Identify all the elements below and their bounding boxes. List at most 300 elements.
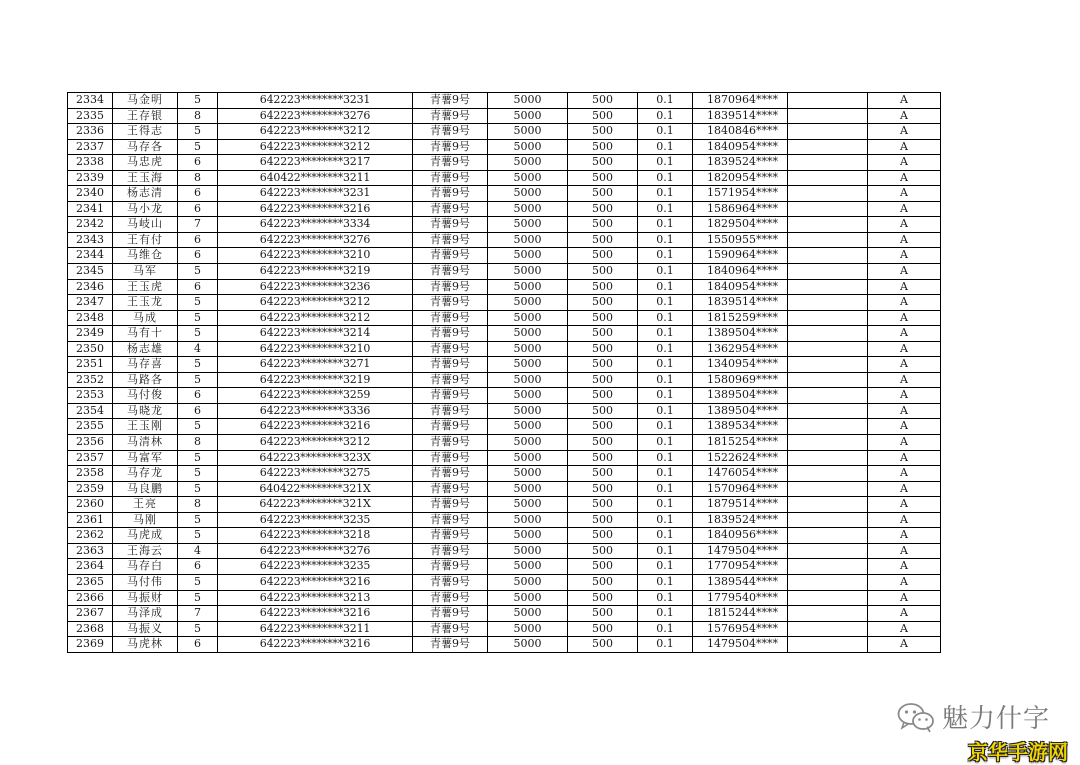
id-number-cell: 642223********3210 [218, 248, 413, 264]
blank-cell [788, 372, 868, 388]
quantity-cell: 5000 [488, 248, 568, 264]
name-cell: 马有十 [113, 326, 178, 342]
rate-cell: 0.1 [638, 512, 693, 528]
rate-cell: 0.1 [638, 186, 693, 202]
grade-cell: A [868, 637, 941, 653]
variety-cell: 青薯9号 [413, 419, 488, 435]
quantity-cell: 5000 [488, 186, 568, 202]
amount-cell: 500 [568, 186, 638, 202]
name-cell: 马岐山 [113, 217, 178, 233]
table-row [68, 450, 941, 466]
grade-cell: A [868, 326, 941, 342]
serial-cell: 2369 [68, 637, 113, 653]
rate-cell: 0.1 [638, 590, 693, 606]
quantity-cell: 5000 [488, 528, 568, 544]
amount-cell: 500 [568, 481, 638, 497]
grade-cell: A [868, 559, 941, 575]
serial-cell: 2359 [68, 481, 113, 497]
serial-cell: 2347 [68, 295, 113, 311]
id-number-cell: 642223********3213 [218, 590, 413, 606]
grade-cell: A [868, 543, 941, 559]
household-size-cell: 8 [178, 170, 218, 186]
blank-cell [788, 279, 868, 295]
variety-cell: 青薯9号 [413, 637, 488, 653]
grade-cell: A [868, 419, 941, 435]
id-number-cell: 642223********3216 [218, 574, 413, 590]
phone-cell: 1479504**** [693, 543, 788, 559]
household-size-cell: 6 [178, 637, 218, 653]
rate-cell: 0.1 [638, 232, 693, 248]
table-row [68, 186, 941, 202]
name-cell: 马忠虎 [113, 155, 178, 171]
rate-cell: 0.1 [638, 450, 693, 466]
quantity-cell: 5000 [488, 574, 568, 590]
amount-cell: 500 [568, 341, 638, 357]
quantity-cell: 5000 [488, 559, 568, 575]
amount-cell: 500 [568, 450, 638, 466]
blank-cell [788, 310, 868, 326]
variety-cell: 青薯9号 [413, 139, 488, 155]
phone-cell: 1839524**** [693, 155, 788, 171]
name-cell: 马清林 [113, 435, 178, 451]
serial-cell: 2346 [68, 279, 113, 295]
id-number-cell: 642223********3235 [218, 512, 413, 528]
id-number-cell: 640422********3211 [218, 170, 413, 186]
serial-cell: 2363 [68, 543, 113, 559]
grade-cell: A [868, 590, 941, 606]
serial-cell: 2354 [68, 403, 113, 419]
household-size-cell: 5 [178, 590, 218, 606]
quantity-cell: 5000 [488, 310, 568, 326]
quantity-cell: 5000 [488, 279, 568, 295]
amount-cell: 500 [568, 403, 638, 419]
grade-cell: A [868, 186, 941, 202]
blank-cell [788, 93, 868, 109]
variety-cell: 青薯9号 [413, 357, 488, 373]
quantity-cell: 5000 [488, 217, 568, 233]
table-row [68, 279, 941, 295]
grade-cell: A [868, 310, 941, 326]
table-row [68, 248, 941, 264]
variety-cell: 青薯9号 [413, 590, 488, 606]
name-cell: 杨志清 [113, 186, 178, 202]
table-row [68, 310, 941, 326]
id-number-cell: 642223********3216 [218, 419, 413, 435]
variety-cell: 青薯9号 [413, 326, 488, 342]
serial-cell: 2367 [68, 606, 113, 622]
amount-cell: 500 [568, 419, 638, 435]
grade-cell: A [868, 108, 941, 124]
variety-cell: 青薯9号 [413, 155, 488, 171]
quantity-cell: 5000 [488, 403, 568, 419]
name-cell: 马付俊 [113, 388, 178, 404]
amount-cell: 500 [568, 279, 638, 295]
blank-cell [788, 388, 868, 404]
amount-cell: 500 [568, 528, 638, 544]
blank-cell [788, 450, 868, 466]
amount-cell: 500 [568, 217, 638, 233]
table-row [68, 574, 941, 590]
variety-cell: 青薯9号 [413, 232, 488, 248]
amount-cell: 500 [568, 264, 638, 280]
table-row [68, 108, 941, 124]
variety-cell: 青薯9号 [413, 170, 488, 186]
blank-cell [788, 326, 868, 342]
variety-cell: 青薯9号 [413, 186, 488, 202]
rate-cell: 0.1 [638, 295, 693, 311]
rate-cell: 0.1 [638, 357, 693, 373]
quantity-cell: 5000 [488, 637, 568, 653]
grade-cell: A [868, 217, 941, 233]
quantity-cell: 5000 [488, 139, 568, 155]
amount-cell: 500 [568, 357, 638, 373]
name-cell: 马晓龙 [113, 403, 178, 419]
id-number-cell: 642223********3214 [218, 326, 413, 342]
id-number-cell: 642223********3271 [218, 357, 413, 373]
quantity-cell: 5000 [488, 450, 568, 466]
amount-cell: 500 [568, 637, 638, 653]
blank-cell [788, 341, 868, 357]
id-number-cell: 642223********321X [218, 497, 413, 513]
household-size-cell: 5 [178, 139, 218, 155]
variety-cell: 青薯9号 [413, 621, 488, 637]
phone-cell: 1815254**** [693, 435, 788, 451]
grade-cell: A [868, 279, 941, 295]
blank-cell [788, 264, 868, 280]
serial-cell: 2355 [68, 419, 113, 435]
blank-cell [788, 543, 868, 559]
phone-cell: 1586964**** [693, 201, 788, 217]
name-cell: 王存银 [113, 108, 178, 124]
serial-cell: 2350 [68, 341, 113, 357]
blank-cell [788, 606, 868, 622]
phone-cell: 1840846**** [693, 124, 788, 140]
phone-cell: 1389504**** [693, 388, 788, 404]
table-row [68, 419, 941, 435]
grade-cell: A [868, 403, 941, 419]
blank-cell [788, 574, 868, 590]
quantity-cell: 5000 [488, 372, 568, 388]
household-size-cell: 8 [178, 435, 218, 451]
household-size-cell: 5 [178, 357, 218, 373]
amount-cell: 500 [568, 248, 638, 264]
phone-cell: 1476054**** [693, 466, 788, 482]
amount-cell: 500 [568, 170, 638, 186]
grade-cell: A [868, 201, 941, 217]
rate-cell: 0.1 [638, 341, 693, 357]
id-number-cell: 642223********3275 [218, 466, 413, 482]
variety-cell: 青薯9号 [413, 388, 488, 404]
id-number-cell: 642223********3235 [218, 559, 413, 575]
id-number-cell: 642223********323X [218, 450, 413, 466]
serial-cell: 2360 [68, 497, 113, 513]
grade-cell: A [868, 264, 941, 280]
household-size-cell: 5 [178, 512, 218, 528]
rate-cell: 0.1 [638, 543, 693, 559]
rate-cell: 0.1 [638, 201, 693, 217]
table-row [68, 590, 941, 606]
serial-cell: 2357 [68, 450, 113, 466]
table-row [68, 388, 941, 404]
amount-cell: 500 [568, 466, 638, 482]
rate-cell: 0.1 [638, 372, 693, 388]
table-row [68, 170, 941, 186]
household-size-cell: 5 [178, 481, 218, 497]
name-cell: 王玉龙 [113, 295, 178, 311]
household-size-cell: 6 [178, 248, 218, 264]
table-row [68, 357, 941, 373]
amount-cell: 500 [568, 310, 638, 326]
household-size-cell: 7 [178, 217, 218, 233]
serial-cell: 2352 [68, 372, 113, 388]
table-row [68, 403, 941, 419]
table-row [68, 497, 941, 513]
id-number-cell: 642223********3212 [218, 124, 413, 140]
variety-cell: 青薯9号 [413, 217, 488, 233]
phone-cell: 1550955**** [693, 232, 788, 248]
rate-cell: 0.1 [638, 528, 693, 544]
grade-cell: A [868, 512, 941, 528]
id-number-cell: 642223********3219 [218, 264, 413, 280]
table-row [68, 341, 941, 357]
phone-cell: 1779540**** [693, 590, 788, 606]
name-cell: 马军 [113, 264, 178, 280]
grade-cell: A [868, 155, 941, 171]
phone-cell: 1362954**** [693, 341, 788, 357]
rate-cell: 0.1 [638, 124, 693, 140]
household-size-cell: 7 [178, 606, 218, 622]
serial-cell: 2353 [68, 388, 113, 404]
serial-cell: 2340 [68, 186, 113, 202]
id-number-cell: 642223********3276 [218, 232, 413, 248]
household-table [67, 92, 941, 653]
id-number-cell: 642223********3210 [218, 341, 413, 357]
phone-cell: 1870964**** [693, 93, 788, 109]
rate-cell: 0.1 [638, 326, 693, 342]
household-size-cell: 8 [178, 108, 218, 124]
phone-cell: 1522624**** [693, 450, 788, 466]
grade-cell: A [868, 606, 941, 622]
blank-cell [788, 155, 868, 171]
name-cell: 王海云 [113, 543, 178, 559]
phone-cell: 1815259**** [693, 310, 788, 326]
phone-cell: 1389504**** [693, 403, 788, 419]
serial-cell: 2343 [68, 232, 113, 248]
quantity-cell: 5000 [488, 341, 568, 357]
phone-cell: 1590964**** [693, 248, 788, 264]
blank-cell [788, 435, 868, 451]
household-size-cell: 4 [178, 341, 218, 357]
amount-cell: 500 [568, 621, 638, 637]
name-cell: 马振义 [113, 621, 178, 637]
table-row [68, 217, 941, 233]
serial-cell: 2362 [68, 528, 113, 544]
grade-cell: A [868, 295, 941, 311]
rate-cell: 0.1 [638, 248, 693, 264]
rate-cell: 0.1 [638, 155, 693, 171]
table-row [68, 326, 941, 342]
rate-cell: 0.1 [638, 497, 693, 513]
rate-cell: 0.1 [638, 93, 693, 109]
household-size-cell: 6 [178, 388, 218, 404]
id-number-cell: 642223********3212 [218, 310, 413, 326]
quantity-cell: 5000 [488, 264, 568, 280]
phone-cell: 1340954**** [693, 357, 788, 373]
phone-cell: 1580969**** [693, 372, 788, 388]
grade-cell: A [868, 497, 941, 513]
name-cell: 马刚 [113, 512, 178, 528]
household-size-cell: 5 [178, 310, 218, 326]
household-size-cell: 5 [178, 264, 218, 280]
household-size-cell: 5 [178, 528, 218, 544]
variety-cell: 青薯9号 [413, 264, 488, 280]
amount-cell: 500 [568, 590, 638, 606]
household-size-cell: 5 [178, 621, 218, 637]
id-number-cell: 642223********3218 [218, 528, 413, 544]
name-cell: 马金明 [113, 93, 178, 109]
blank-cell [788, 621, 868, 637]
grade-cell: A [868, 248, 941, 264]
name-cell: 王有付 [113, 232, 178, 248]
household-size-cell: 5 [178, 326, 218, 342]
id-number-cell: 642223********3276 [218, 543, 413, 559]
rate-cell: 0.1 [638, 574, 693, 590]
name-cell: 马存白 [113, 559, 178, 575]
quantity-cell: 5000 [488, 108, 568, 124]
phone-cell: 1839514**** [693, 108, 788, 124]
household-size-cell: 4 [178, 543, 218, 559]
phone-cell: 1389544**** [693, 574, 788, 590]
name-cell: 马富军 [113, 450, 178, 466]
variety-cell: 青薯9号 [413, 512, 488, 528]
quantity-cell: 5000 [488, 357, 568, 373]
quantity-cell: 5000 [488, 326, 568, 342]
variety-cell: 青薯9号 [413, 574, 488, 590]
table-row [68, 637, 941, 653]
household-size-cell: 5 [178, 93, 218, 109]
serial-cell: 2358 [68, 466, 113, 482]
variety-cell: 青薯9号 [413, 124, 488, 140]
blank-cell [788, 217, 868, 233]
blank-cell [788, 528, 868, 544]
phone-cell: 1840956**** [693, 528, 788, 544]
amount-cell: 500 [568, 201, 638, 217]
name-cell: 马振财 [113, 590, 178, 606]
household-size-cell: 6 [178, 155, 218, 171]
rate-cell: 0.1 [638, 139, 693, 155]
quantity-cell: 5000 [488, 419, 568, 435]
amount-cell: 500 [568, 124, 638, 140]
serial-cell: 2361 [68, 512, 113, 528]
serial-cell: 2338 [68, 155, 113, 171]
quantity-cell: 5000 [488, 590, 568, 606]
phone-cell: 1570964**** [693, 481, 788, 497]
grade-cell: A [868, 435, 941, 451]
table-row [68, 201, 941, 217]
serial-cell: 2341 [68, 201, 113, 217]
variety-cell: 青薯9号 [413, 543, 488, 559]
quantity-cell: 5000 [488, 124, 568, 140]
variety-cell: 青薯9号 [413, 450, 488, 466]
household-size-cell: 6 [178, 201, 218, 217]
blank-cell [788, 295, 868, 311]
blank-cell [788, 512, 868, 528]
phone-cell: 1829504**** [693, 217, 788, 233]
variety-cell: 青薯9号 [413, 481, 488, 497]
variety-cell: 青薯9号 [413, 93, 488, 109]
serial-cell: 2334 [68, 93, 113, 109]
blank-cell [788, 201, 868, 217]
amount-cell: 500 [568, 108, 638, 124]
variety-cell: 青薯9号 [413, 279, 488, 295]
blank-cell [788, 186, 868, 202]
table-row [68, 139, 941, 155]
phone-cell: 1879514**** [693, 497, 788, 513]
serial-cell: 2344 [68, 248, 113, 264]
rate-cell: 0.1 [638, 264, 693, 280]
serial-cell: 2356 [68, 435, 113, 451]
rate-cell: 0.1 [638, 559, 693, 575]
id-number-cell: 642223********3334 [218, 217, 413, 233]
blank-cell [788, 637, 868, 653]
quantity-cell: 5000 [488, 295, 568, 311]
variety-cell: 青薯9号 [413, 606, 488, 622]
serial-cell: 2337 [68, 139, 113, 155]
variety-cell: 青薯9号 [413, 295, 488, 311]
name-cell: 马虎林 [113, 637, 178, 653]
rate-cell: 0.1 [638, 108, 693, 124]
id-number-cell: 642223********3236 [218, 279, 413, 295]
rate-cell: 0.1 [638, 481, 693, 497]
quantity-cell: 5000 [488, 232, 568, 248]
quantity-cell: 5000 [488, 155, 568, 171]
serial-cell: 2345 [68, 264, 113, 280]
watermark-text: 魅力什字 [942, 704, 1051, 734]
amount-cell: 500 [568, 606, 638, 622]
amount-cell: 500 [568, 435, 638, 451]
amount-cell: 500 [568, 326, 638, 342]
id-number-cell: 642223********3276 [218, 108, 413, 124]
serial-cell: 2365 [68, 574, 113, 590]
blank-cell [788, 124, 868, 140]
blank-cell [788, 481, 868, 497]
rate-cell: 0.1 [638, 419, 693, 435]
variety-cell: 青薯9号 [413, 108, 488, 124]
household-size-cell: 6 [178, 403, 218, 419]
grade-cell: A [868, 450, 941, 466]
table-row [68, 621, 941, 637]
id-number-cell: 642223********3212 [218, 295, 413, 311]
household-size-cell: 5 [178, 450, 218, 466]
phone-cell: 1840954**** [693, 279, 788, 295]
grade-cell: A [868, 357, 941, 373]
household-size-cell: 5 [178, 295, 218, 311]
quantity-cell: 5000 [488, 543, 568, 559]
serial-cell: 2368 [68, 621, 113, 637]
table-row [68, 435, 941, 451]
serial-cell: 2351 [68, 357, 113, 373]
table-row [68, 232, 941, 248]
blank-cell [788, 466, 868, 482]
amount-cell: 500 [568, 139, 638, 155]
household-size-cell: 5 [178, 124, 218, 140]
amount-cell: 500 [568, 93, 638, 109]
serial-cell: 2366 [68, 590, 113, 606]
grade-cell: A [868, 621, 941, 637]
variety-cell: 青薯9号 [413, 497, 488, 513]
table-row [68, 512, 941, 528]
name-cell: 马成 [113, 310, 178, 326]
